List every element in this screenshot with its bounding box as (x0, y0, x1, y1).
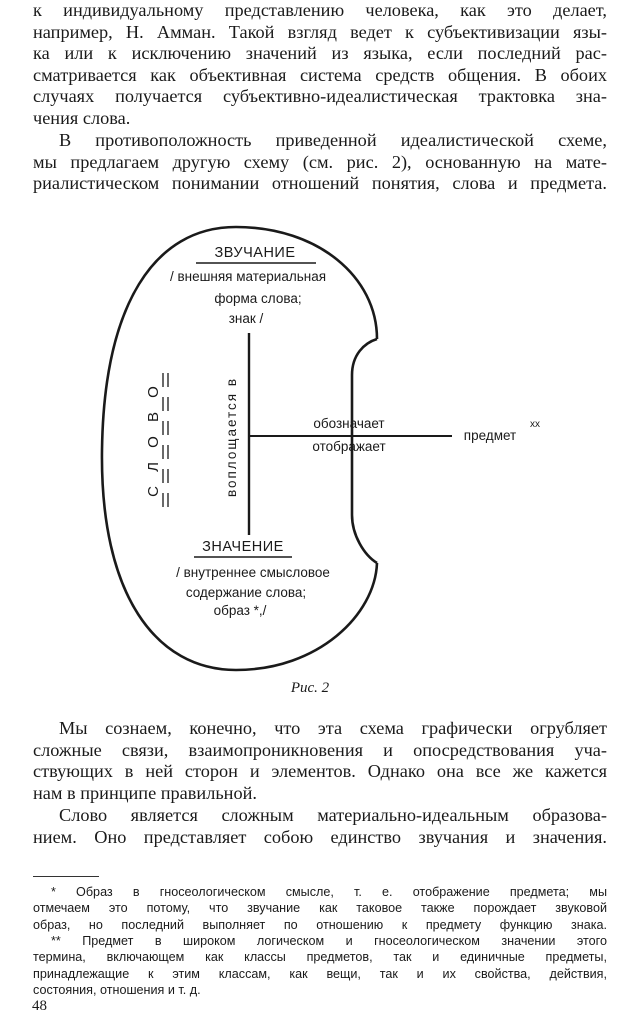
meaning-desc-line-1: / внутреннее смысловое (176, 565, 330, 580)
reflects-label: отображает (312, 439, 386, 454)
text-line: случаях получается субъективно-идеалистическая трактовка зна- (33, 86, 607, 107)
object-footnote-mark: xx (530, 419, 540, 430)
footnote-line: состояния, отношения и т. д. (33, 983, 201, 998)
object-label: предмет (463, 428, 517, 443)
page-number: 48 (32, 998, 47, 1014)
paragraph-4 (33, 805, 607, 848)
footnote-line: ** Предмет в широком логическом и гносеологическом значении этого (51, 934, 607, 948)
text-line: ствующих в ней сторон и элементов. Однако она все же кажется (33, 761, 607, 782)
word-vertical-label: С Л О В О (145, 381, 162, 497)
embodied-vertical-label: воплощается в (224, 376, 239, 498)
footnote-2 (33, 933, 607, 999)
denotes-label: обозначает (313, 416, 385, 431)
footnote-1 (33, 884, 607, 933)
footnote-line: * Образ в гносеологическом смысле, т. е. отображение предмета; мы (51, 885, 607, 899)
sound-title: ЗВУЧАНИЕ (214, 245, 296, 261)
text-line: риалистическом понимании отношений понятия, слова и предмета. (33, 173, 607, 194)
text-line: Слово является сложным материально-идеальным образова- (59, 805, 607, 825)
text-line: нам в принципе правильной. (33, 782, 257, 803)
footnote-line: принадлежащие к этим классам, как вещи, так и их свойства, действия, (33, 966, 607, 981)
text-line: например, Н. Амман. Такой взгляд ведет к субъективизации язы- (33, 21, 607, 42)
meaning-desc-line-2: содержание слова; (185, 585, 307, 600)
sound-desc-line-1: / внешняя материальная (169, 269, 327, 284)
text-line: чения слова. (33, 107, 131, 128)
meaning-desc-line-3: образ *,/ (213, 603, 267, 618)
text-line: ка или к исключению значений из языка, если последний рас- (33, 43, 607, 64)
figure-2-diagram (0, 215, 620, 685)
paragraph-2 (33, 130, 607, 195)
footnote-line: отмечаем это потому, что звучание как таковое также порождает звуковой (33, 901, 607, 916)
sound-desc-line-3: знак / (228, 311, 264, 326)
sound-desc-line-2: форма слова; (214, 291, 302, 306)
footnote-line: термина, включающем как классы предметов, так и единичные предметы, (33, 950, 607, 965)
text-line: нием. Оно представляет собою единство звучания и значения. (33, 826, 607, 847)
paragraph-1 (33, 0, 607, 130)
text-line: мы предлагаем другую схему (см. рис. 2), основанную на мате- (33, 151, 607, 172)
text-line: сложные связи, взаимопроникновения и опосредствования уча- (33, 739, 607, 760)
figure-caption: Рис. 2 (290, 680, 330, 696)
text-line: В противоположность приведенной идеалистической схеме, (59, 130, 607, 150)
footnote-separator (33, 876, 99, 877)
text-line: сматривается как объективная система средств общения. В обоих (33, 64, 607, 85)
text-line: Мы сознаем, конечно, что эта схема графически огрубляет (59, 718, 607, 738)
text-line: к индивидуальному представлению человека, как это делает, (33, 0, 607, 20)
paragraph-3 (33, 718, 607, 804)
footnote-line: образ, но последний выполняет по отношению к предмету функцию знака. (33, 917, 607, 932)
meaning-title: ЗНАЧЕНИЕ (202, 539, 284, 555)
